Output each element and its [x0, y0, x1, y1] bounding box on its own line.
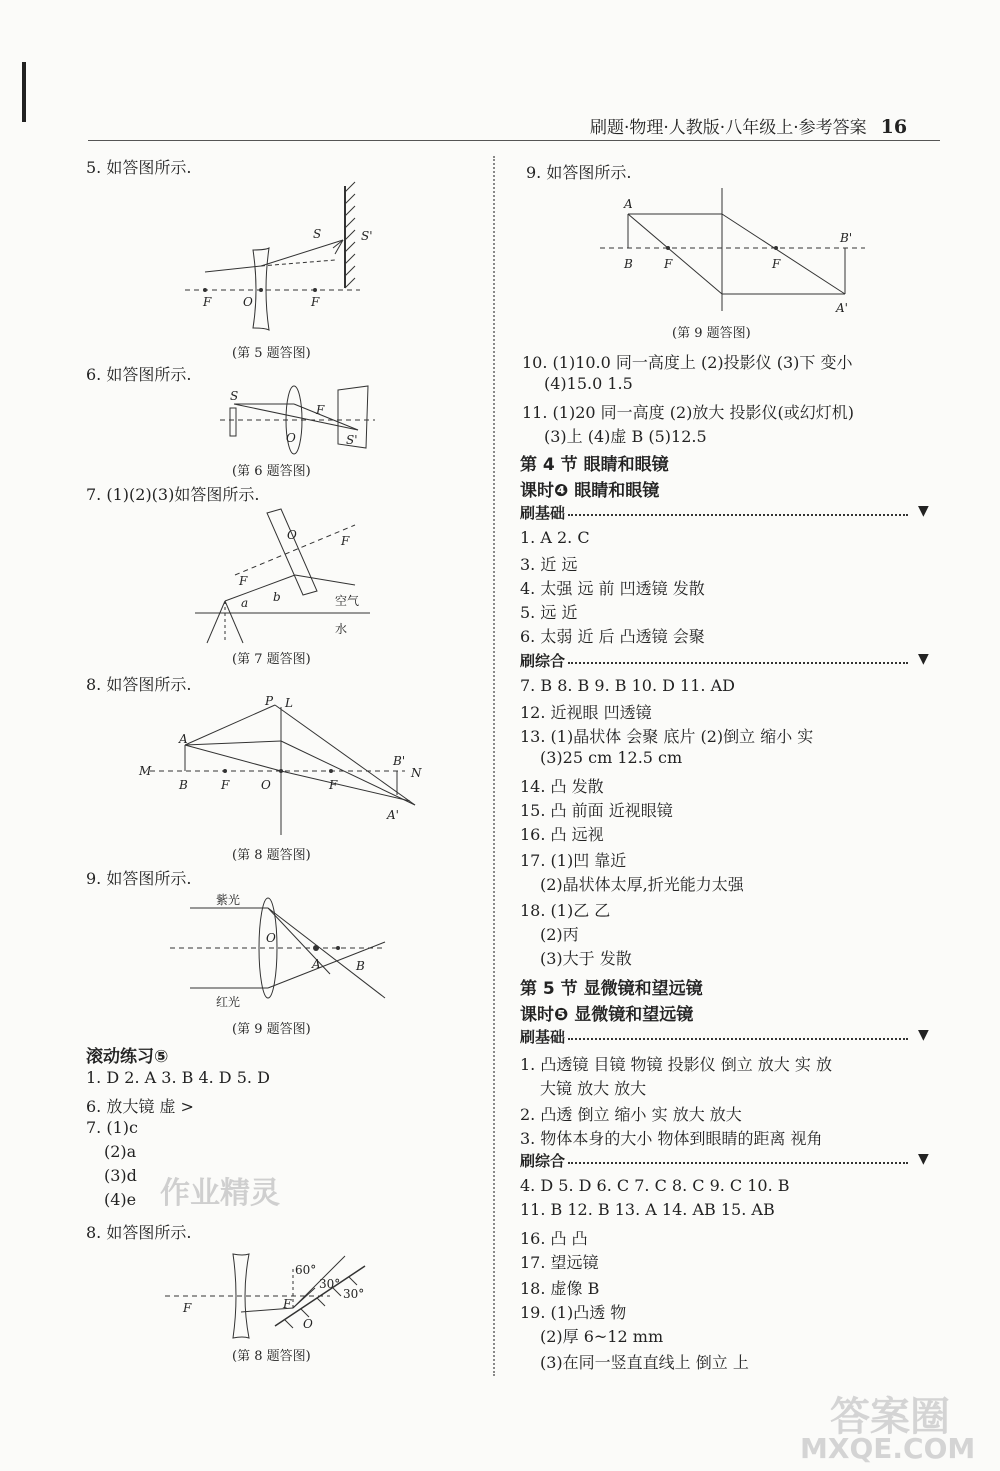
svg-text:B': B' [840, 231, 853, 245]
svg-text:S': S' [346, 433, 358, 447]
triangle-marker-icon: ▼ [918, 1151, 929, 1167]
left-q6: 6. 如答图所示. [86, 365, 192, 384]
svg-text:A': A' [836, 301, 848, 315]
scroll-q8: 8. 如答图所示. [86, 1223, 192, 1242]
comp-q18-line3: (3)大于 发散 [540, 949, 632, 968]
basic-q6: 6. 太弱 近 后 凸透镜 会聚 [520, 627, 705, 646]
dotted-leader [568, 1162, 908, 1164]
caption-q7: (第 7 题答图) [232, 652, 311, 667]
svg-text:O: O [287, 528, 297, 542]
svg-text:A: A [179, 732, 188, 746]
comp2-q19-line1: 19. (1)凸透 物 [520, 1303, 627, 1322]
left-q9: 9. 如答图所示. [86, 869, 192, 888]
svg-text:F: F [203, 295, 212, 309]
svg-text:B: B [624, 257, 633, 271]
svg-text:O: O [286, 431, 296, 445]
svg-text:水: 水 [335, 622, 348, 636]
lesson-5-title: 课时❺ 显微镜和望远镜 [520, 1005, 694, 1025]
comp-q12: 12. 近视眼 凹透镜 [520, 703, 652, 722]
comp-q17-line1: 17. (1)凹 靠近 [520, 851, 627, 870]
triangle-marker-icon: ▼ [918, 651, 929, 667]
figure-right-q9 [600, 186, 875, 316]
basic2-q1-line2: 大镜 放大 放大 [540, 1079, 647, 1098]
svg-text:F: F [239, 574, 248, 588]
comp-q14: 14. 凸 发散 [520, 777, 604, 796]
comp-q7-11: 7. B 8. B 9. B 10. D 11. AD [520, 676, 735, 695]
svg-text:F: F [221, 778, 230, 792]
basic2-q3: 3. 物体本身的大小 物体到眼睛的距离 视角 [520, 1129, 823, 1148]
svg-text:F: F [283, 1297, 292, 1311]
caption-q6: (第 6 题答图) [232, 464, 311, 479]
basic2-q2: 2. 凸透 倒立 缩小 实 放大 放大 [520, 1105, 742, 1124]
figure-q7 [195, 505, 380, 645]
caption-q8: (第 8 题答图) [232, 848, 311, 863]
svg-text:F: F [664, 257, 673, 271]
svg-text:A: A [312, 957, 321, 971]
lesson-4-title: 课时❹ 眼睛和眼镜 [520, 481, 660, 501]
caption-scroll-q8: (第 8 题答图) [232, 1349, 311, 1364]
left-q5: 5. 如答图所示. [86, 158, 192, 177]
svg-text:F: F [772, 257, 781, 271]
svg-text:M: M [139, 764, 152, 778]
svg-text:S: S [313, 227, 322, 241]
scroll-q7-3: (3)d [104, 1166, 137, 1185]
svg-text:A: A [624, 197, 633, 211]
comp2-q16: 16. 凸 凸 [520, 1229, 588, 1248]
svg-text:S': S' [361, 229, 373, 243]
figure-q5 [185, 178, 385, 333]
answer-q11-line1: 11. (1)20 同一高度 (2)放大 投影仪(或幻灯机) [522, 403, 854, 422]
page-number: 16 [880, 116, 908, 138]
comp2-q11-15: 11. B 12. B 13. A 14. AB 15. AB [520, 1200, 775, 1219]
svg-text:O: O [266, 931, 276, 945]
comp-q15: 15. 凸 前面 近视眼镜 [520, 801, 673, 820]
answer-q10-line2: (4)15.0 1.5 [544, 374, 633, 393]
header-title: 刷题·物理·人教版·八年级上·参考答案 [590, 118, 867, 138]
figure-q8 [135, 695, 425, 840]
caption-q9: (第 9 题答图) [232, 1022, 311, 1037]
comp-q18-line2: (2)丙 [540, 925, 579, 944]
comprehensive-practice-2: 刷综合 [520, 1152, 566, 1170]
scroll-q1-5: 1. D 2. A 3. B 4. D 5. D [86, 1068, 270, 1087]
binding-mark [22, 62, 26, 122]
comp-q16: 16. 凸 远视 [520, 825, 604, 844]
svg-text:O: O [243, 295, 253, 309]
answer-q10-line1: 10. (1)10.0 同一高度上 (2)投影仪 (3)下 变小 [522, 353, 853, 372]
dotted-leader [568, 514, 908, 516]
svg-text:F: F [341, 534, 350, 548]
figure-q6 [220, 382, 380, 457]
svg-text:60°: 60° [295, 1263, 317, 1277]
section-4-title: 第 4 节 眼睛和眼镜 [520, 455, 669, 475]
column-divider [493, 156, 495, 1376]
left-q8: 8. 如答图所示. [86, 675, 192, 694]
scroll-q6: 6. 放大镜 虚 > [86, 1097, 194, 1116]
comp2-q19-line3: (3)在同一竖直直线上 倒立 上 [540, 1353, 749, 1372]
basic-q4: 4. 太强 远 前 凹透镜 发散 [520, 579, 705, 598]
dotted-leader [568, 1038, 908, 1040]
comp-q18-line1: 18. (1)乙 乙 [520, 901, 611, 920]
svg-text:空气: 空气 [335, 594, 360, 608]
dotted-leader [568, 662, 908, 664]
svg-text:B: B [179, 778, 188, 792]
svg-text:O: O [261, 778, 271, 792]
svg-text:紫光: 紫光 [216, 893, 241, 907]
svg-text:L: L [285, 696, 293, 710]
svg-text:P: P [265, 695, 274, 708]
basic-practice-2: 刷基础 [520, 1028, 566, 1046]
svg-text:F: F [311, 295, 320, 309]
right-q9: 9. 如答图所示. [526, 163, 632, 182]
page-header [590, 113, 907, 138]
basic-practice-1: 刷基础 [520, 504, 566, 522]
basic-q3: 3. 近 远 [520, 555, 578, 574]
basic-q1-2: 1. A 2. C [520, 528, 590, 547]
svg-text:S: S [230, 389, 239, 403]
figure-q9 [170, 890, 395, 1015]
svg-text:A': A' [387, 808, 399, 822]
svg-text:B': B' [393, 754, 406, 768]
scroll-q7-4: (4)e [104, 1190, 137, 1209]
scroll-practice-title: 滚动练习⑤ [86, 1047, 169, 1067]
triangle-marker-icon: ▼ [918, 1027, 929, 1043]
basic2-q1-line1: 1. 凸透镜 目镜 物镜 投影仪 倒立 放大 实 放 [520, 1055, 832, 1074]
svg-text:a: a [241, 596, 249, 610]
comprehensive-practice-1: 刷综合 [520, 652, 566, 670]
svg-text:F: F [329, 778, 338, 792]
comp2-q4-10: 4. D 5. D 6. C 7. C 8. C 9. C 10. B [520, 1176, 790, 1195]
comp2-q17: 17. 望远镜 [520, 1253, 599, 1272]
section-5-title: 第 5 节 显微镜和望远镜 [520, 979, 703, 999]
comp-q17-line2: (2)晶状体太厚,折光能力太强 [540, 875, 744, 894]
svg-text:红光: 红光 [216, 995, 241, 1009]
caption-right-q9: (第 9 题答图) [672, 326, 751, 341]
comp2-q19-line2: (2)厚 6~12 mm [540, 1327, 664, 1346]
svg-text:B: B [356, 959, 365, 973]
scroll-q7-2: (2)a [104, 1142, 137, 1161]
basic-q5: 5. 远 近 [520, 603, 578, 622]
header-rule [88, 140, 940, 141]
scroll-q7-1: 7. (1)c [86, 1118, 138, 1137]
svg-text:b: b [273, 590, 281, 604]
svg-text:O: O [303, 1317, 313, 1331]
svg-text:30°: 30° [319, 1277, 341, 1291]
svg-text:30°: 30° [343, 1287, 365, 1301]
svg-text:F: F [183, 1301, 192, 1315]
comp-q13-line2: (3)25 cm 12.5 cm [540, 748, 683, 767]
svg-text:F: F [316, 403, 325, 417]
svg-text:N: N [411, 766, 422, 780]
comp-q13-line1: 13. (1)晶状体 会聚 底片 (2)倒立 缩小 实 [520, 727, 814, 746]
left-q7: 7. (1)(2)(3)如答图所示. [86, 485, 260, 504]
answer-q11-line2: (3)上 (4)虚 B (5)12.5 [544, 427, 707, 446]
watermark-site: MXQE.COM [800, 1432, 976, 1465]
caption-q5: (第 5 题答图) [232, 346, 311, 361]
watermark-brand: 答案圈 [830, 1394, 950, 1440]
watermark-faint-text: 作业精灵 [160, 1176, 280, 1211]
triangle-marker-icon: ▼ [918, 503, 929, 519]
comp2-q18: 18. 虚像 B [520, 1279, 600, 1298]
figure-scroll-q8 [165, 1248, 380, 1343]
